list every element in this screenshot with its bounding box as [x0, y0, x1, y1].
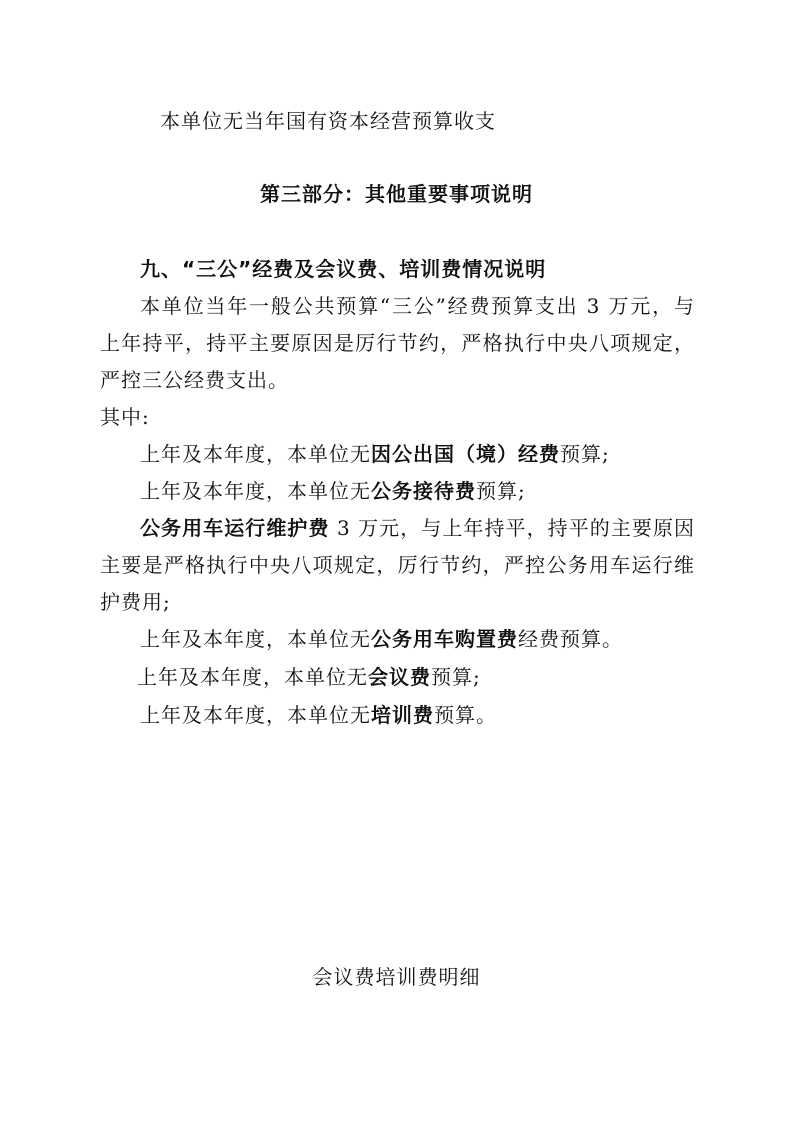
- item-overseas: [140, 441, 610, 467]
- part-title: 第三部分：其他重要事项说明: [260, 182, 533, 206]
- item-overseas-post: 预算;: [560, 442, 610, 466]
- item-vehicle-line1: [140, 515, 695, 541]
- item-meeting-bold: 会议费: [368, 665, 431, 689]
- item-meeting: [137, 664, 481, 690]
- item-vehicle-line2: 主要是严格执行中央八项规定，厉行节约，严控公务用车运行维: [100, 553, 695, 577]
- item-vehicle-purchase-bold: 公务用车购置费: [371, 627, 518, 651]
- item-training: [140, 702, 497, 728]
- item-vehicle-line3: 护费用;: [100, 590, 171, 614]
- qizhong-label: 其中:: [100, 405, 150, 429]
- item-training-bold: 培训费: [371, 703, 434, 727]
- item-vehicle-bold: 公务用车运行维护费: [140, 516, 330, 540]
- item-training-post: 预算。: [434, 703, 497, 727]
- para1-line3: 严控三公经费支出。: [100, 368, 289, 392]
- item-reception-bold: 公务接待费: [371, 479, 476, 503]
- item-reception-pre: 上年及本年度，本单位无: [140, 479, 371, 503]
- footer-title: 会议费培训费明细: [312, 965, 481, 989]
- item-meeting-pre: 上年及本年度，本单位无: [137, 665, 368, 689]
- section-title: 九、“三公”经费及会议费、培训费情况说明: [140, 257, 547, 281]
- item-vehicle-rest: 3 万元，与上年持平，持平的主要原因: [329, 516, 695, 540]
- item-vehicle-purchase-post: 经费预算。: [518, 627, 623, 651]
- item-vehicle-purchase: [140, 626, 623, 652]
- item-reception: [140, 478, 526, 504]
- intro-line: 本单位无当年国有资本经营预算收支: [160, 109, 496, 133]
- para1-line1: 本单位当年一般公共预算“三公”经费预算支出 3 万元，与: [140, 294, 695, 318]
- para1-line2: 上年持平，持平主要原因是厉行节约，严格执行中央八项规定，: [100, 331, 695, 355]
- item-overseas-pre: 上年及本年度，本单位无: [140, 442, 371, 466]
- item-vehicle-purchase-pre: 上年及本年度，本单位无: [140, 627, 371, 651]
- item-overseas-bold: 因公出国（境）经费: [371, 442, 560, 466]
- item-training-pre: 上年及本年度，本单位无: [140, 703, 371, 727]
- item-meeting-post: 预算;: [431, 665, 481, 689]
- item-reception-post: 预算;: [476, 479, 526, 503]
